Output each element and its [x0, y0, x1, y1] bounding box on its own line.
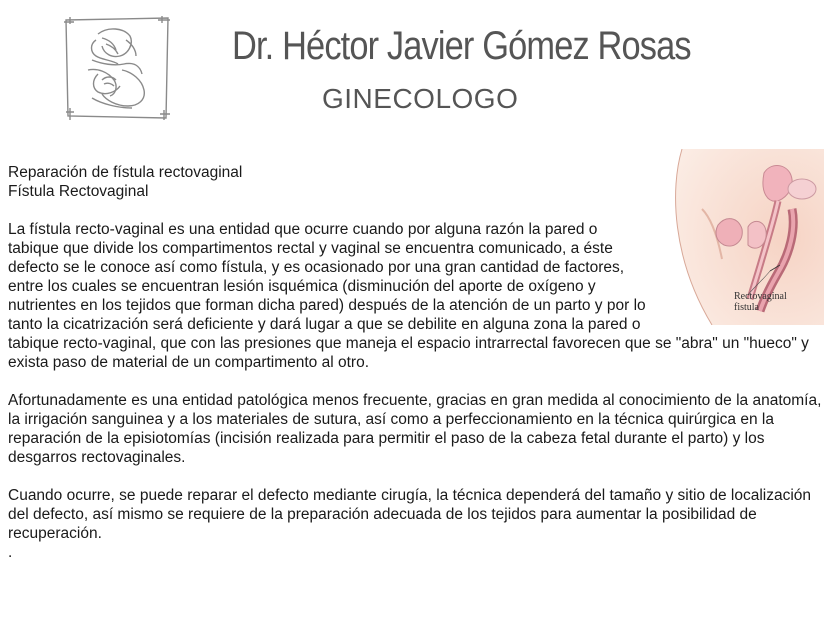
paragraph-1: La fístula recto-vaginal es una entidad que ocurre cuando por alguna razón la pared o tabique que divide los compartimentos rectal y vaginal se encuentra comunicado, a éste defecto se le conoce así como fístula, y es ocasionado por una gran cantidad de factores, entre los cuales se encuentran lesión isquémica (disminución del aporte de oxígeno y nutrientes en los tejidos que forman dicha pared) después de la atención de un parto y por lo tanto la cicatrización será deficiente y dará lugar a que se debilite en alguna zona la pared o tabique recto-vaginal, que con las presiones que maneja el espacio intrarrectal favorecen que se "abra" un "hueco" y exista paso de material de un compartimento al otro.	[8, 221, 809, 371]
figure-caption-line2: fistula	[734, 302, 759, 313]
article-title: Reparación de fístula rectovaginal	[8, 164, 243, 181]
specialty-title: GINECOLOGO	[322, 83, 519, 114]
article-subtitle: Fístula Rectovaginal	[8, 183, 149, 200]
article-content	[8, 163, 822, 562]
mother-child-logo	[62, 14, 172, 122]
figure-caption-line1: Rectovaginal	[734, 291, 787, 302]
paragraph-2: Afortunadamente es una entidad patológica menos frecuente, gracias en gran medida al conocimiento de la anatomía, la irrigación sanguinea y a los materiales de sutura, así como a perfeccionamiento en la técnica quirúrgica en la reparación de la episiotomías (incisión realizada para permitir el paso de la cabeza fetal durante el parto) y los desgarros rectovaginales.	[8, 392, 822, 466]
figure-caption	[734, 291, 787, 313]
paragraph-3: Cuando ocurre, se puede reparar el defecto mediante cirugía, la técnica dependerá del tamaño y sitio de localización del defecto, así mismo se requiere de la preparación adecuada de los tejidos para aumentar la posibilidad de recuperación.	[8, 487, 812, 542]
doctor-name: Dr. Héctor Javier Gómez Rosas	[232, 24, 691, 68]
anatomy-illustration	[652, 149, 824, 325]
trailing-dot: .	[8, 544, 13, 561]
